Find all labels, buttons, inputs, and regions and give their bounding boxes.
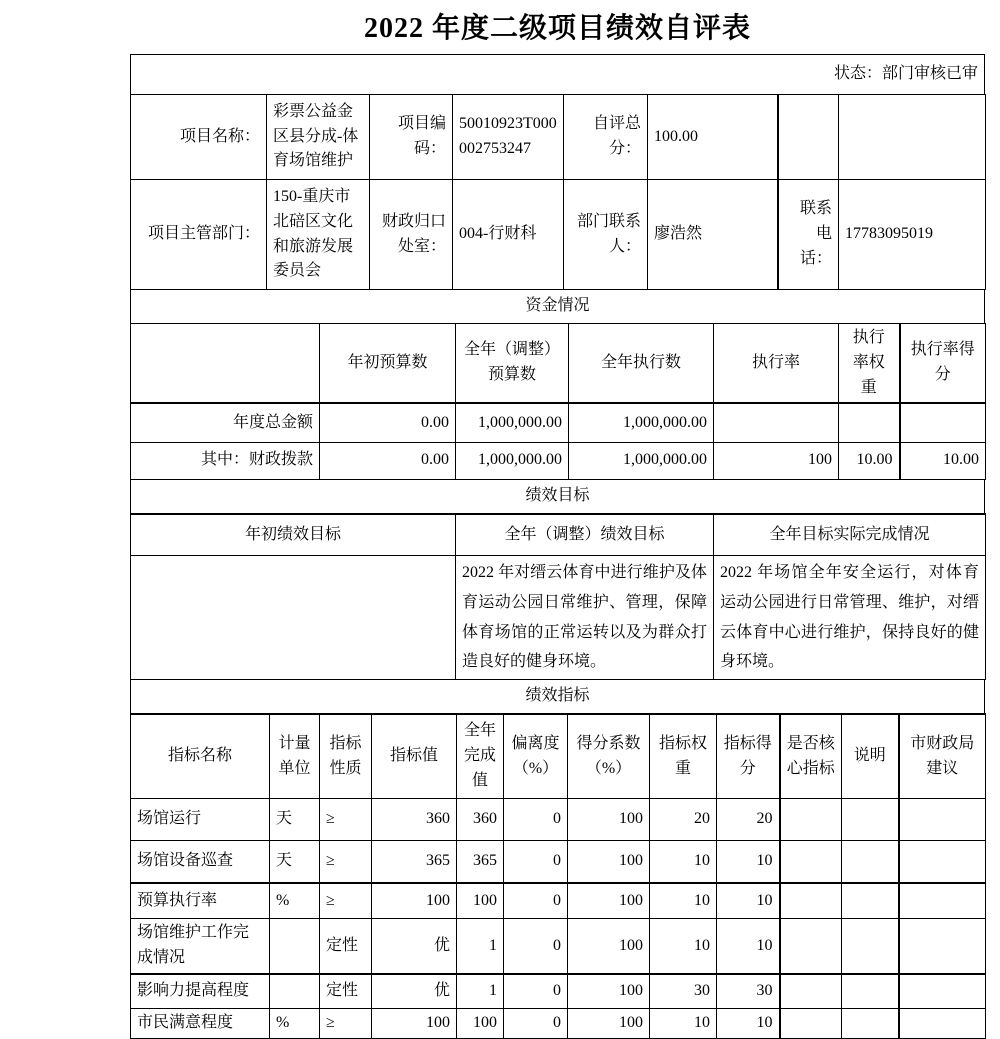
funding-row-label: 年度总金额 <box>131 403 320 442</box>
indicator-cell <box>780 1009 842 1039</box>
indicator-name: 场馆运行 <box>131 799 270 841</box>
indicator-cell <box>842 841 899 883</box>
indicator-row <box>131 974 986 1009</box>
self-score-value: 100.00 <box>648 95 778 180</box>
funding-cell: 100 <box>714 442 839 479</box>
indicator-cell: 100 <box>457 1009 504 1039</box>
funding-header-execution-rate: 执行率 <box>714 324 839 404</box>
indicator-cell: 定性 <box>320 919 372 974</box>
indicator-cell: 1 <box>457 919 504 974</box>
ind-header-weight: 指标权重 <box>650 714 717 799</box>
indicator-cell: 0 <box>504 841 568 883</box>
contact-value: 廖浩然 <box>648 180 778 290</box>
phone-value: 17783095019 <box>839 180 986 290</box>
indicator-cell: 360 <box>372 799 457 841</box>
indicator-cell: ≥ <box>320 883 372 919</box>
indicator-cell: 100 <box>568 799 650 841</box>
funding-cell: 10.00 <box>900 442 986 479</box>
page-title: 2022 年度二级项目绩效自评表 <box>363 13 751 44</box>
indicator-name: 预算执行率 <box>131 883 270 919</box>
indicator-cell: 20 <box>650 799 717 841</box>
indicator-cell: ≥ <box>320 1009 372 1039</box>
indicator-cell <box>899 974 986 1009</box>
indicator-cell: 1 <box>457 974 504 1009</box>
ind-header-completed: 全年完成值 <box>457 714 504 799</box>
ind-header-score-coef: 得分系数（%） <box>568 714 650 799</box>
indicator-cell: 100 <box>568 974 650 1009</box>
status-table <box>130 54 985 95</box>
indicator-cell <box>270 919 320 974</box>
funding-cell: 0.00 <box>320 442 456 479</box>
table-row <box>131 180 986 290</box>
indicator-row <box>131 799 986 841</box>
indicator-cell <box>780 841 842 883</box>
ind-header-deviation: 偏离度（%） <box>504 714 568 799</box>
funding-header-row <box>131 324 986 404</box>
contact-label: 部门联系人： <box>564 180 648 290</box>
indicator-cell: 100 <box>372 1009 457 1039</box>
indicator-cell: 优 <box>372 919 457 974</box>
funding-cell: 1,000,000.00 <box>569 442 714 479</box>
finance-office-value: 004-行财科 <box>453 180 564 290</box>
funding-section-heading: 资金情况 <box>131 290 985 324</box>
ind-header-target: 指标值 <box>372 714 457 799</box>
funding-cell <box>839 403 900 442</box>
table-row <box>131 442 986 479</box>
indicator-cell <box>842 919 899 974</box>
empty-cell <box>839 95 986 180</box>
indicator-cell <box>842 974 899 1009</box>
ind-header-note: 说明 <box>842 714 899 799</box>
indicator-cell <box>780 974 842 1009</box>
indicator-cell <box>780 919 842 974</box>
indicator-cell: 10 <box>717 919 780 974</box>
table-row <box>131 95 986 180</box>
funding-section-title <box>130 289 985 324</box>
funding-cell <box>714 403 839 442</box>
funding-table <box>130 323 986 480</box>
funding-cell: 1,000,000.00 <box>456 442 569 479</box>
indicator-cell: 0 <box>504 974 568 1009</box>
indicator-name: 场馆设备巡查 <box>131 841 270 883</box>
indicator-cell: % <box>270 1009 320 1039</box>
indicator-cell: ≥ <box>320 841 372 883</box>
indicator-cell <box>899 919 986 974</box>
indicator-cell: 定性 <box>320 974 372 1009</box>
indicator-cell: 天 <box>270 841 320 883</box>
dept-value: 150-重庆市北碚区文化和旅游发展委员会 <box>267 180 370 290</box>
indicator-cell: 0 <box>504 799 568 841</box>
goals-section-title <box>130 479 985 514</box>
project-name-label: 项目名称： <box>131 95 267 180</box>
indicators-header-row <box>131 714 986 799</box>
goals-header-adjusted: 全年（调整）绩效目标 <box>456 514 714 556</box>
indicator-cell: 10 <box>717 841 780 883</box>
indicator-cell <box>899 883 986 919</box>
goals-table <box>130 513 986 680</box>
indicators-table <box>130 713 986 1039</box>
indicator-cell: 365 <box>457 841 504 883</box>
self-evaluation-form <box>130 54 985 1039</box>
indicator-row <box>131 883 986 919</box>
indicator-cell: 365 <box>372 841 457 883</box>
funding-cell: 1,000,000.00 <box>456 403 569 442</box>
indicators-section-title <box>130 679 985 714</box>
indicator-cell <box>842 1009 899 1039</box>
indicator-cell: ≥ <box>320 799 372 841</box>
indicator-cell <box>899 799 986 841</box>
indicator-name: 场馆维护工作完成情况 <box>131 919 270 974</box>
indicator-cell <box>899 1009 986 1039</box>
project-code-value: 50010923T000002753247 <box>453 95 564 180</box>
indicator-cell: 10 <box>650 883 717 919</box>
indicator-cell: % <box>270 883 320 919</box>
indicator-cell: 360 <box>457 799 504 841</box>
goals-actual-content: 2022 年场馆全年安全运行，对体育运动公园进行日常管理、维护，对缙云体育中心进行维护，保持良好的健身环境。 <box>714 556 986 679</box>
indicator-cell: 优 <box>372 974 457 1009</box>
indicator-cell: 10 <box>650 919 717 974</box>
indicator-cell <box>780 883 842 919</box>
indicator-cell: 10 <box>717 883 780 919</box>
funding-cell: 0.00 <box>320 403 456 442</box>
ind-header-unit: 计量单位 <box>270 714 320 799</box>
indicator-cell <box>780 799 842 841</box>
indicator-cell <box>899 841 986 883</box>
goals-adjusted-content: 2022 年对缙云体育中进行维护及体育运动公园日常维护、管理，保障体育场馆的正常运转以及为群众打造良好的健身环境。 <box>456 556 714 679</box>
funding-header-adjusted-budget: 全年（调整）预算数 <box>456 324 569 404</box>
self-score-label: 自评总分： <box>564 95 648 180</box>
ind-header-name: 指标名称 <box>131 714 270 799</box>
indicator-cell: 100 <box>568 883 650 919</box>
funding-header-initial-budget: 年初预算数 <box>320 324 456 404</box>
indicator-cell: 10 <box>650 1009 717 1039</box>
basic-info-table <box>130 94 986 290</box>
goals-header-actual: 全年目标实际完成情况 <box>714 514 986 556</box>
funding-header-blank <box>131 324 320 404</box>
indicator-cell <box>270 974 320 1009</box>
project-code-label: 项目编码： <box>370 95 453 180</box>
indicators-section-heading: 绩效指标 <box>131 679 985 713</box>
ind-header-nature: 指标性质 <box>320 714 372 799</box>
funding-header-executed: 全年执行数 <box>569 324 714 404</box>
funding-cell: 1,000,000.00 <box>569 403 714 442</box>
indicator-cell <box>842 799 899 841</box>
indicator-cell: 天 <box>270 799 320 841</box>
indicator-name: 市民满意程度 <box>131 1009 270 1039</box>
indicator-cell: 10 <box>717 1009 780 1039</box>
goals-initial-content <box>131 556 456 679</box>
table-row <box>131 556 986 679</box>
ind-header-core: 是否核心指标 <box>780 714 842 799</box>
indicator-cell: 0 <box>504 919 568 974</box>
indicator-cell: 30 <box>650 974 717 1009</box>
indicator-cell: 10 <box>650 841 717 883</box>
phone-label: 联系电话： <box>778 180 839 290</box>
funding-cell <box>900 403 986 442</box>
funding-row-label: 其中：财政拨款 <box>131 442 320 479</box>
funding-cell: 10.00 <box>839 442 900 479</box>
indicator-name: 影响力提高程度 <box>131 974 270 1009</box>
empty-cell <box>778 95 839 180</box>
indicator-cell: 100 <box>457 883 504 919</box>
indicator-cell: 30 <box>717 974 780 1009</box>
indicator-cell: 0 <box>504 1009 568 1039</box>
indicator-row <box>131 841 986 883</box>
table-row <box>131 403 986 442</box>
indicator-cell: 20 <box>717 799 780 841</box>
indicator-cell <box>842 883 899 919</box>
indicator-cell: 100 <box>568 841 650 883</box>
goals-section-heading: 绩效目标 <box>131 479 985 513</box>
indicator-cell: 0 <box>504 883 568 919</box>
project-name-value: 彩票公益金区县分成-体育场馆维护 <box>267 95 370 180</box>
indicator-row <box>131 919 986 974</box>
funding-header-rate-score: 执行率得分 <box>900 324 986 404</box>
status-badge: 状态：部门审核已审 <box>131 55 985 95</box>
dept-label: 项目主管部门： <box>131 180 267 290</box>
indicator-cell: 100 <box>372 883 457 919</box>
goals-header-row <box>131 514 986 556</box>
ind-header-score: 指标得分 <box>717 714 780 799</box>
indicator-row <box>131 1009 986 1039</box>
indicator-cell: 100 <box>568 919 650 974</box>
indicator-cell: 100 <box>568 1009 650 1039</box>
goals-header-initial: 年初绩效目标 <box>131 514 456 556</box>
ind-header-bureau-advice: 市财政局建议 <box>899 714 986 799</box>
finance-office-label: 财政归口处室： <box>370 180 453 290</box>
funding-header-rate-weight: 执行率权重 <box>839 324 900 404</box>
